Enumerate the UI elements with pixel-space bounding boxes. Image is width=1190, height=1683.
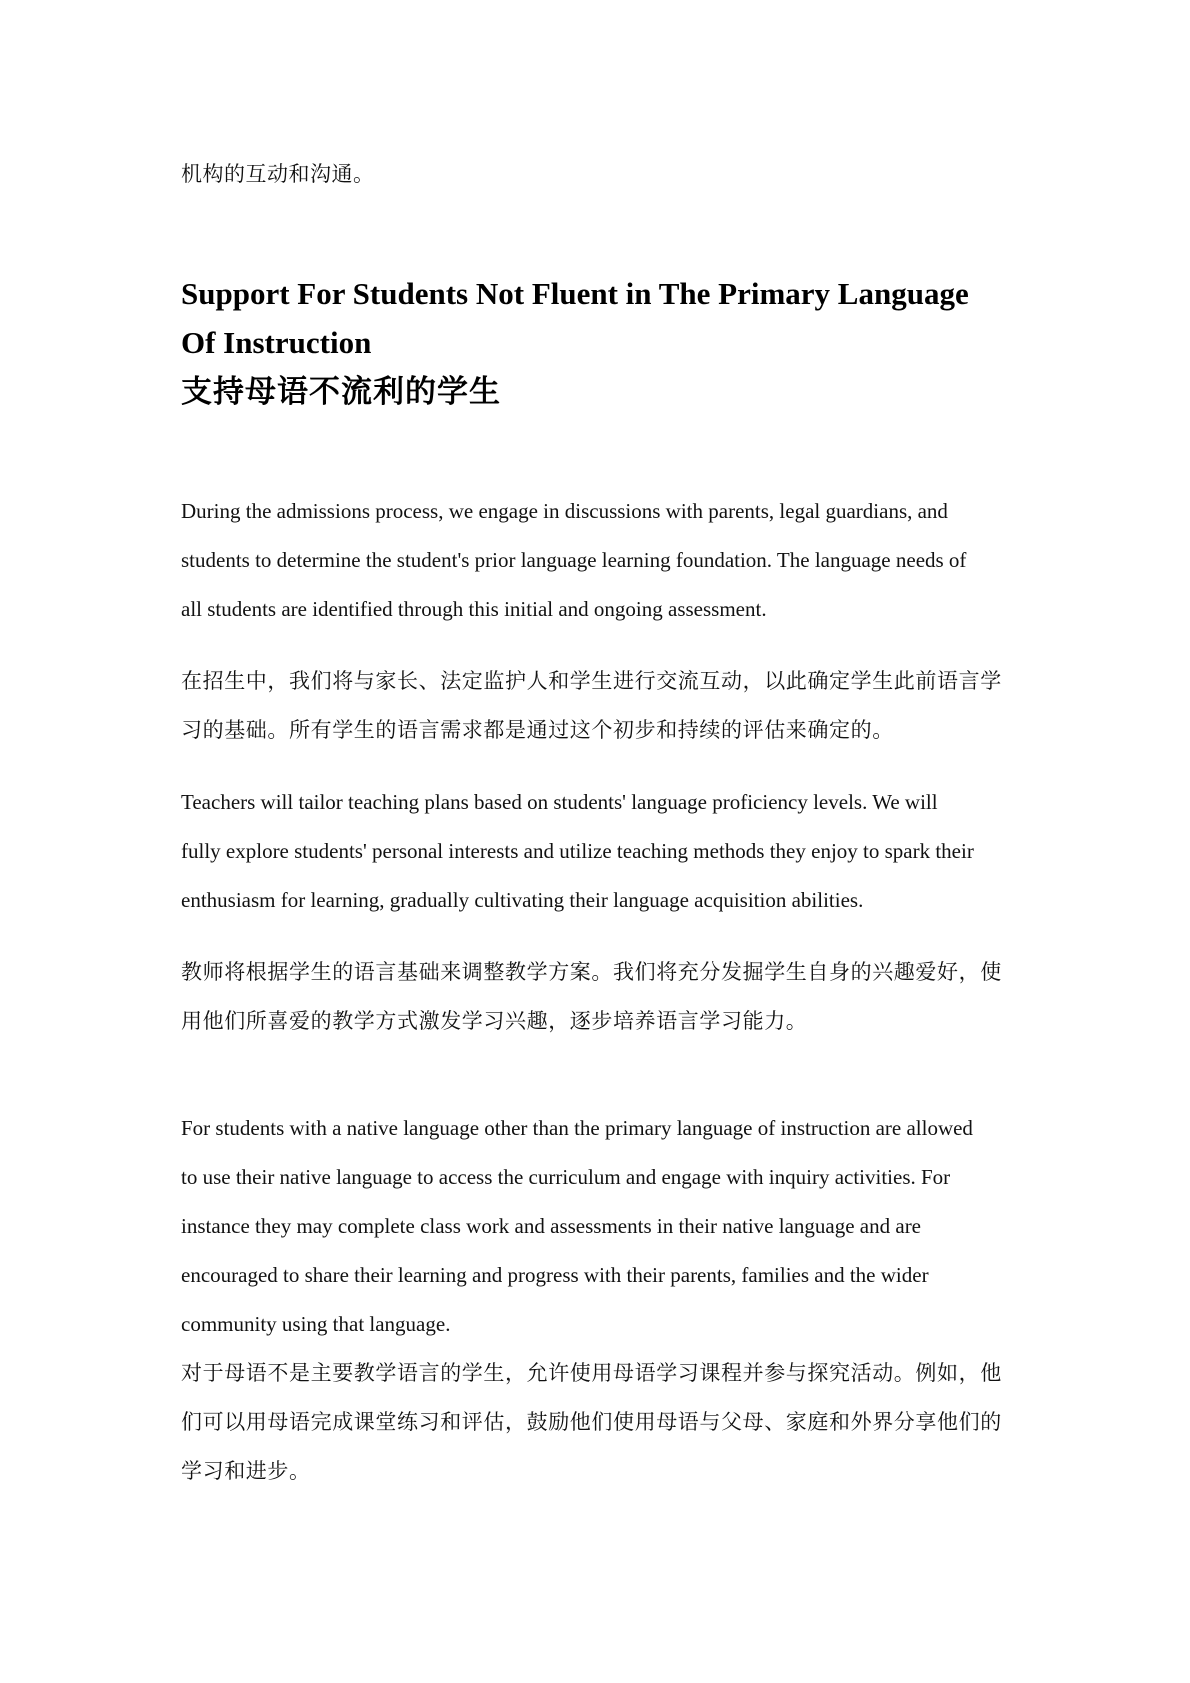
document-body: [181, 150, 1021, 1496]
paragraph-line: 用他们所喜爱的教学方式激发学习兴趣，逐步培养语言学习能力。: [181, 1009, 808, 1033]
heading-chinese: 支持母语不流利的学生: [181, 374, 501, 409]
paragraph-line: During the admissions process, we engage in discussions with parents, legal guardians, and: [181, 499, 948, 523]
paragraph-teachers-cn: [181, 948, 1021, 1046]
paragraph-line: enthusiasm for learning, gradually cultivating their language acquisition abilities.: [181, 888, 864, 912]
paragraph-native-language-en: [181, 1104, 1021, 1349]
paragraph-line: 教师将根据学生的语言基础来调整教学方案。我们将充分发掘学生自身的兴趣爱好，使: [181, 960, 1002, 984]
paragraph-line: 习的基础。所有学生的语言需求都是通过这个初步和持续的评估来确定的。: [181, 718, 894, 742]
section-heading: [181, 269, 1021, 416]
paragraph-line: community using that language.: [181, 1312, 451, 1336]
paragraph-native-language-cn: [181, 1349, 1021, 1496]
paragraph-line: fully explore students' personal interests and utilize teaching methods they enjoy to spark their: [181, 839, 974, 863]
paragraph-line: encouraged to share their learning and progress with their parents, families and the wider: [181, 1263, 929, 1287]
continuation-text: 机构的互动和沟通。: [181, 162, 375, 186]
paragraph-teachers-en: [181, 778, 1021, 925]
paragraph-line: instance they may complete class work and assessments in their native language and are: [181, 1214, 922, 1238]
paragraph-line: students to determine the student's prior language learning foundation. The language needs of: [181, 548, 967, 572]
paragraph-line: 对于母语不是主要教学语言的学生，允许使用母语学习课程并参与探究活动。例如，他: [181, 1361, 1002, 1385]
paragraph-line: 学习和进步。: [181, 1459, 311, 1483]
heading-line-2: Of Instruction: [181, 325, 372, 360]
paragraph-line: 们可以用母语完成课堂练习和评估，鼓励他们使用母语与父母、家庭和外界分享他们的: [181, 1410, 1002, 1434]
paragraph-line: 在招生中，我们将与家长、法定监护人和学生进行交流互动，以此确定学生此前语言学: [181, 669, 1002, 693]
paragraph-admissions-en: [181, 487, 1021, 634]
paragraph-line: all students are identified through this initial and ongoing assessment.: [181, 597, 767, 621]
paragraph-line: Teachers will tailor teaching plans based on students' language proficiency levels. We will: [181, 790, 938, 814]
paragraph-line: to use their native language to access the curriculum and engage with inquiry activities. For: [181, 1165, 951, 1189]
heading-line-1: Support For Students Not Fluent in The Primary Language: [181, 276, 969, 311]
paragraph-line: For students with a native language other than the primary language of instruction are allowed: [181, 1116, 973, 1140]
paragraph-admissions-cn: [181, 657, 1021, 755]
